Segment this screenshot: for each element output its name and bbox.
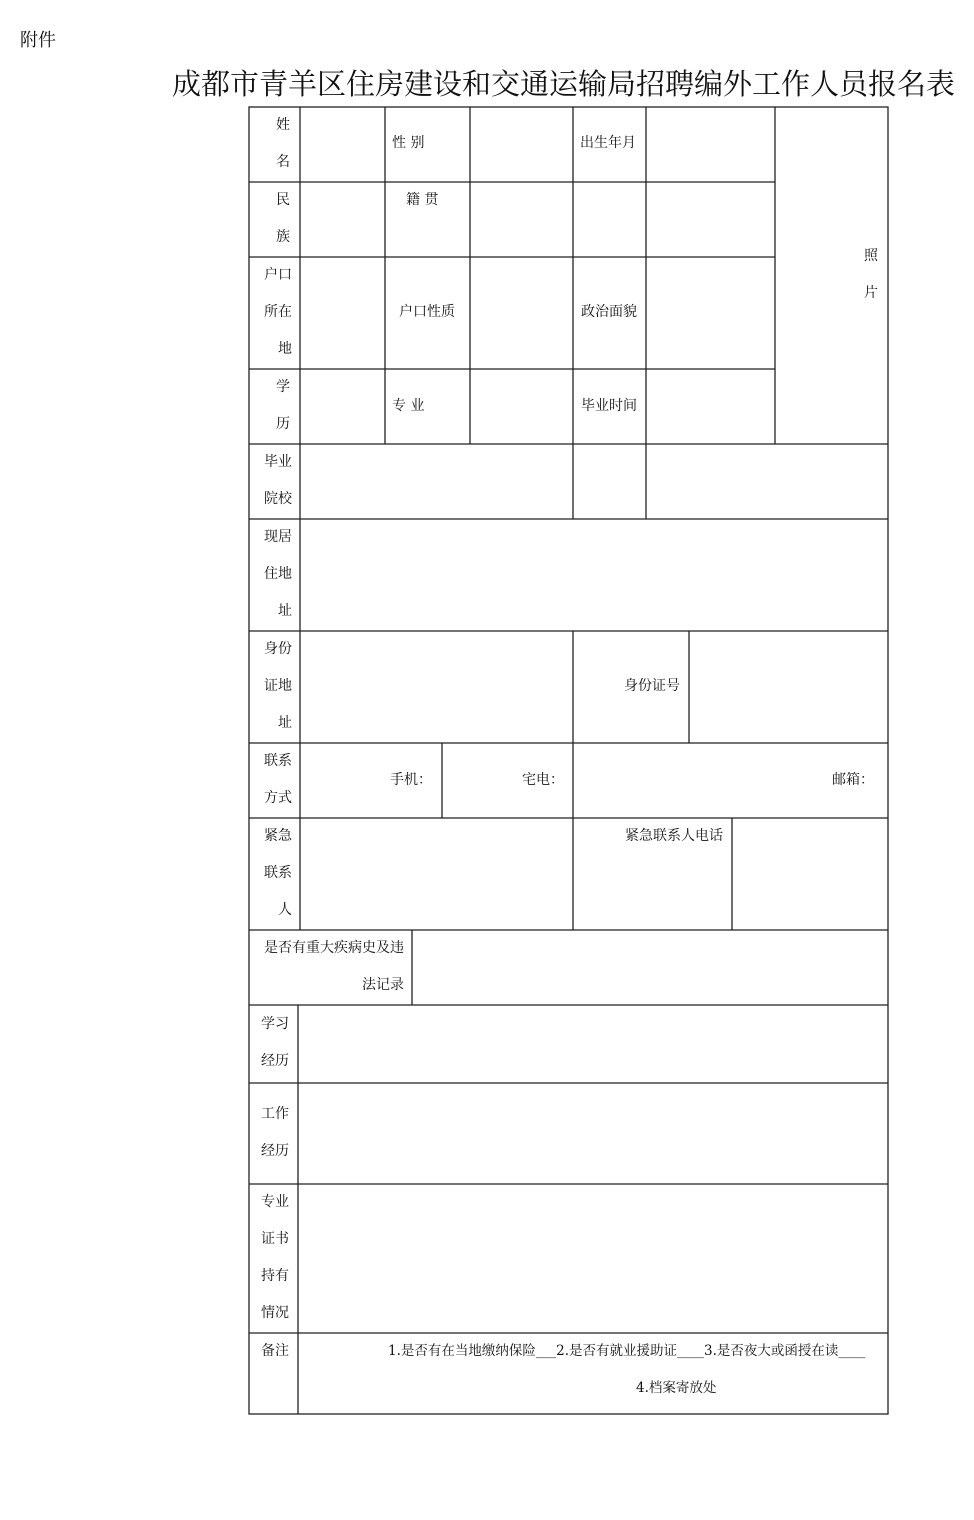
name-label: 姓 名 [276,117,290,170]
gender-label: 性 别 [392,135,425,151]
household-location-label: 户口 所在 地 [264,267,292,357]
political-status-label: 政治面貌 [581,304,637,320]
school-label: 毕业 院校 [264,454,292,507]
education-label: 学 历 [276,379,290,432]
household-type-label: 户口性质 [399,304,455,320]
id-address-label: 身份 证地 址 [264,641,292,731]
remarks-line-2: 4.档案寄放处 [636,1380,717,1396]
emergency-phone-label: 紧急联系人电话 [625,828,723,844]
study-history-label: 学习 经历 [261,1016,289,1069]
page-title: 成都市青羊区住房建设和交通运输局招聘编外工作人员报名表 [172,67,956,101]
ethnicity-label: 民 族 [276,192,290,245]
graduation-time-label: 毕业时间 [581,398,637,414]
work-history-label: 工作 经历 [261,1106,289,1159]
remarks-line-1: 1.是否有在当地缴纳保险___2.是否有就业援助证____3.是否夜大或函授在读____ [388,1343,866,1359]
home-phone-label: 宅电： [522,772,564,788]
birth-date-label: 出生年月 [580,135,636,151]
email-label: 邮箱： [832,772,874,788]
mobile-label: 手机： [390,772,432,788]
attachment-label: 附件 [20,30,56,51]
contact-label: 联系 方式 [264,753,292,806]
remarks-label: 备注 [261,1343,289,1359]
illness-record-label: 是否有重大疾病史及违 法记录 [264,940,404,993]
native-place-label: 籍 贯 [406,192,439,208]
certificates-label: 专业 证书 持有 情况 [261,1194,289,1321]
registration-form [248,106,889,1415]
form-grid-lines [248,106,889,1415]
id-number-label: 身份证号 [624,678,680,694]
current-address-label: 现居 住地 址 [264,529,292,619]
emergency-contact-label: 紧急 联系 人 [264,828,292,918]
major-label: 专 业 [392,398,425,414]
photo-label: 照 片 [864,248,878,301]
